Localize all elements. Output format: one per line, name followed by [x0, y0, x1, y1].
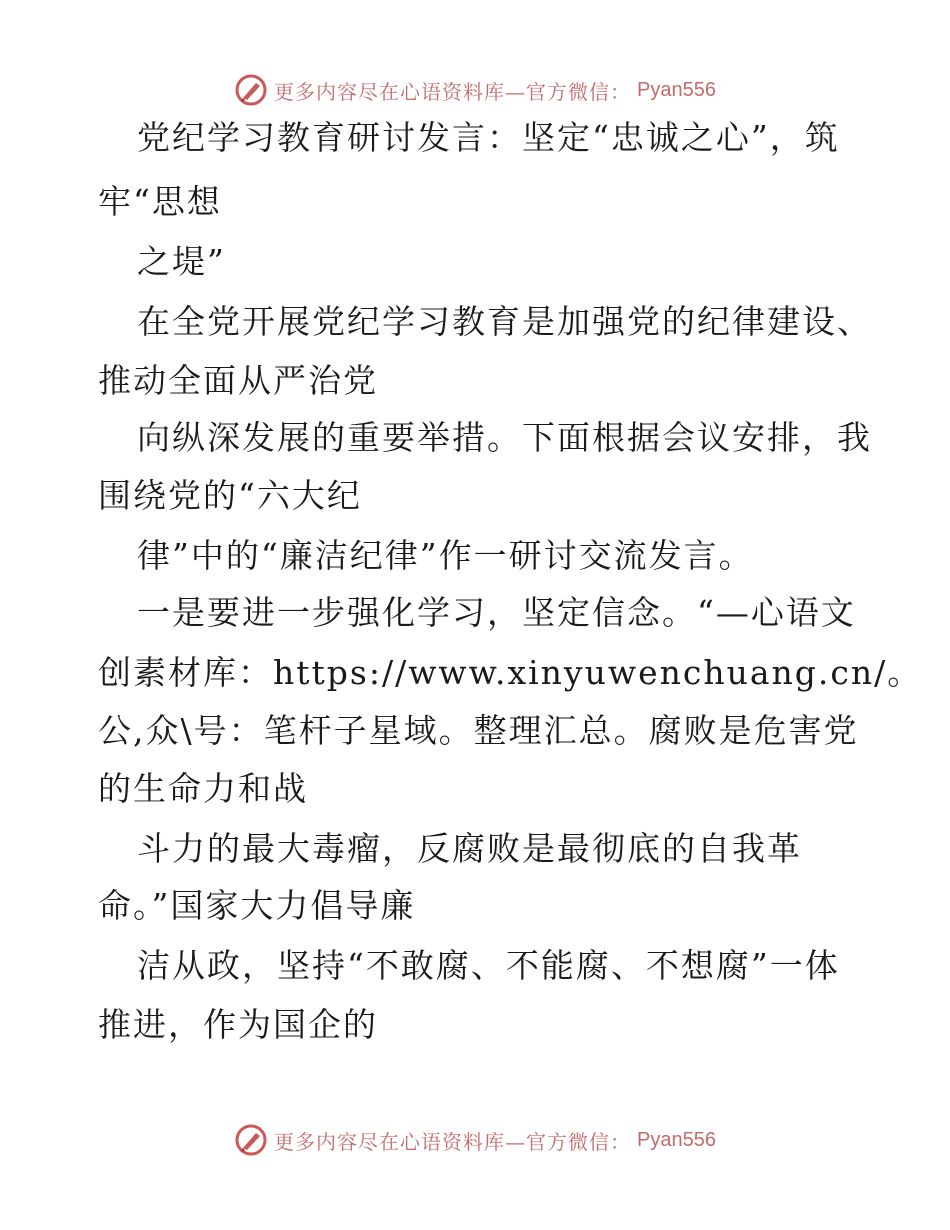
watermark-text: 更多内容尽在心语资料库—官方微信：	[274, 79, 632, 104]
text-line: 党纪学习教育研讨发言：坚定“忠诚之心”，筑	[137, 118, 840, 157]
watermark-contact: Pyan556	[637, 1128, 716, 1151]
footer-watermark	[0, 1120, 950, 1160]
pen-logo-icon	[234, 1123, 268, 1157]
pen-logo-icon	[234, 73, 268, 107]
text-line: 向纵深发展的重要举措。下面根据会议安排，我	[137, 418, 872, 457]
text-line: 公,众\号：笔杆子星域。整理汇总。腐败是危害党	[98, 711, 859, 750]
text-line: 一是要进一步强化学习，坚定信念。“—心语文	[137, 593, 856, 632]
text-line: 牢“思想	[98, 182, 222, 221]
header-watermark	[0, 70, 950, 110]
text-line: 的生命力和战	[98, 769, 308, 808]
text-line: 命。”国家大力倡导廉	[98, 886, 416, 925]
text-line: 斗力的最大毒瘤，反腐败是最彻底的自我革	[137, 829, 802, 868]
text-line: 在全党开展党纪学习教育是加强党的纪律建设、	[137, 302, 872, 341]
text-line: 洁从政，坚持“不敢腐、不能腐、不想腐”一体	[137, 946, 840, 985]
text-line: 律”中的“廉洁纪律”作一研讨交流发言。	[137, 536, 754, 575]
text-line: 创素材库：https://www.xinyuwenchuang.cn/。	[98, 653, 923, 692]
text-line: 之堤”	[137, 242, 226, 281]
watermark-contact: Pyan556	[637, 78, 716, 101]
text-line: 推动全面从严治党	[98, 361, 378, 400]
text-line: 推进，作为国企的	[98, 1005, 378, 1044]
watermark-text: 更多内容尽在心语资料库—官方微信：	[274, 1129, 632, 1154]
text-line: 围绕党的“六大纪	[98, 476, 362, 515]
